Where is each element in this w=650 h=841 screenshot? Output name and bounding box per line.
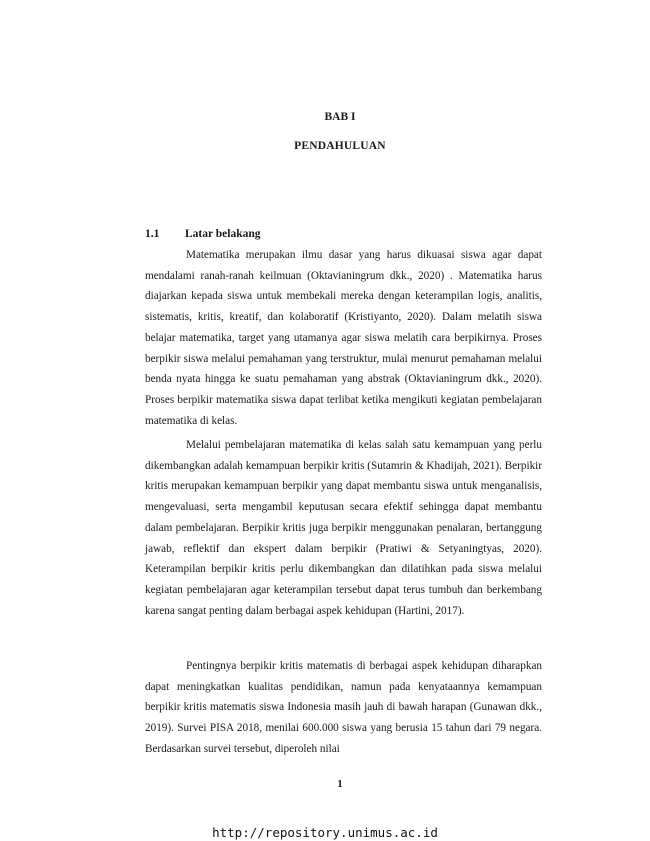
repository-url-footer[interactable]: http://repository.unimus.ac.id <box>212 825 438 840</box>
section-heading <box>145 228 261 240</box>
section-title: Latar belakang <box>185 228 261 240</box>
paragraph-text: Matematika merupakan ilmu dasar yang harus dikuasai siswa agar dapat mendalami ranah-ranah keilmuan (Oktavianingrum dkk., 2020) . Matematika harus diajarkan kepada siswa untuk membekali mereka dengan keterampilan logis, analitis, sistematis, kritis, kreatif, dan kolaboratif (Kristiyanto, 2020). Dalam melatih siswa belajar matematika, target yang utamanya agar siswa melatih cara berpikirnya. Proses berpikir siswa melalui pemahaman yang terstruktur, mulai menurut pemahaman melalui benda nyata hingga ke suatu pemahaman yang abstrak (Oktavianingrum dkk., 2020). Proses berpikir matematika siswa dapat terlibat ketika mengikuti kegiatan pembelajaran matematika di kelas. <box>145 249 542 427</box>
chapter-title: PENDAHULUAN <box>294 140 386 152</box>
chapter-number: BAB I <box>324 111 356 123</box>
paragraph-text: Pentingnya berpikir kritis matematis di berbagai aspek kehidupan diharapkan dapat meningkatkan kualitas pendidikan, namun pada kenyataannya kemampuan berpikir kritis matematis siswa Indonesia masih jauh di bawah harapan (Gunawan dkk., 2019). Survei PISA 2018, menilai 600.000 siswa yang berusia 15 tahun dari 79 negara. Berdasarkan survei tersebut, diperoleh nilai <box>145 660 542 755</box>
page-number: 1 <box>337 778 343 790</box>
paragraph-text: Melalui pembelajaran matematika di kelas salah satu kemampuan yang perlu dikembangkan adalah kemampuan berpikir kritis (Sutamrin & Khadijah, 2021). Berpikir kritis merupakan kemampuan berpikir yang dapat membantu siswa untuk menganalisis, mengevaluasi, serta mengambil keputusan secara efektif sehingga dapat membantu dalam pembelajaran. Berpikir kritis juga berpikir menggunakan penalaran, bertanggung jawab, reflektif dan ekspert dalam berpikir (Pratiwi & Setyaningtyas, 2020). Keterampilan berpikir kritis perlu dikembangkan dan dilatihkan pada siswa melalui kegiatan pembelajaran agar keterampilan tersebut dapat terus tumbuh dan berkembang karena sangat penting dalam berbagai aspek kehidupan (Hartini, 2017). <box>145 439 542 617</box>
paragraph-3 <box>145 656 542 760</box>
paragraph-2 <box>145 435 542 621</box>
paragraph-1 <box>145 245 542 431</box>
section-number: 1.1 <box>145 228 160 240</box>
